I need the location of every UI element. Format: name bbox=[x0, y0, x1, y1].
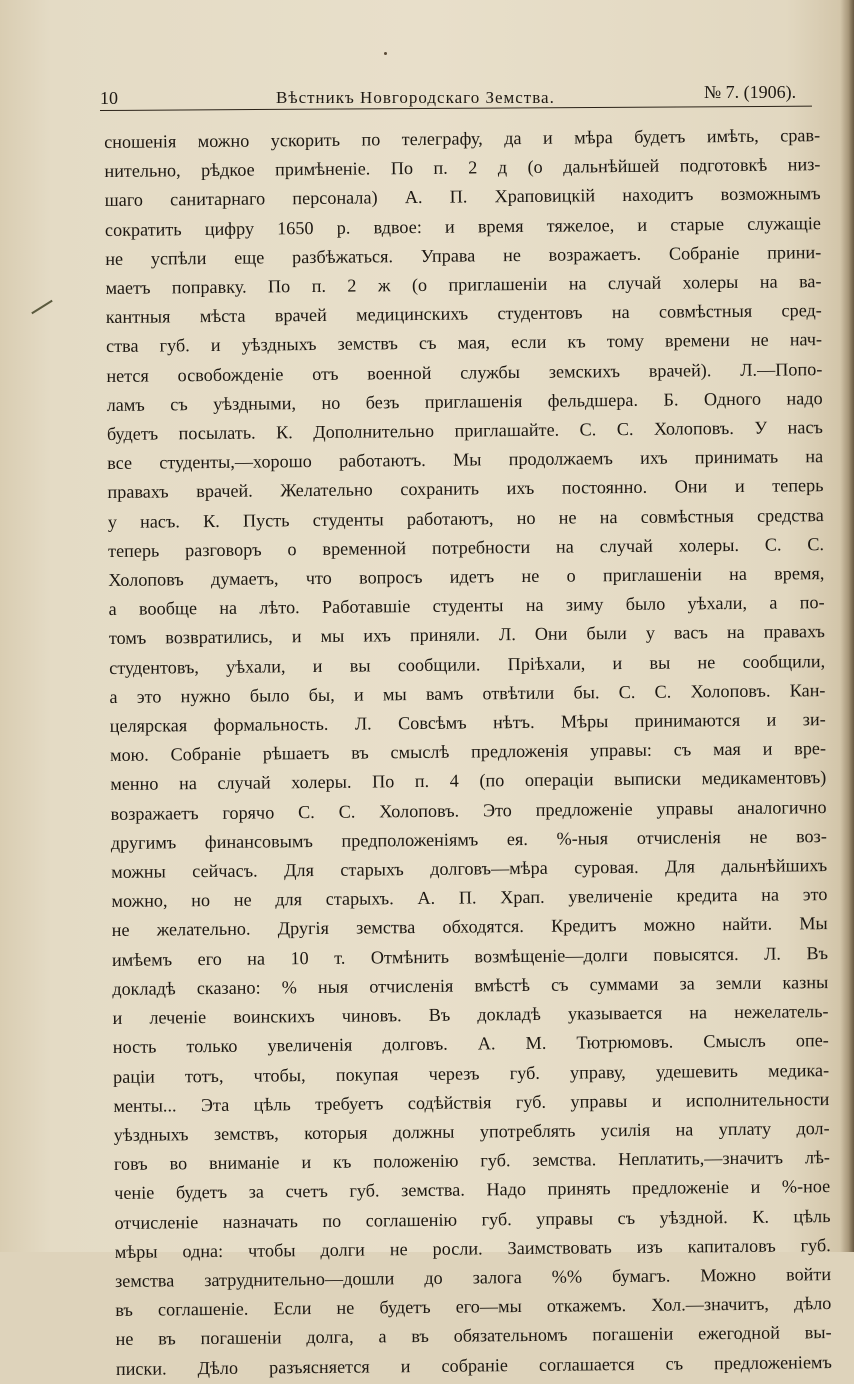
margin-pencil-mark bbox=[31, 300, 52, 314]
body-text bbox=[104, 121, 832, 1384]
text-line: нительно, рѣдкое примѣненіе. По п. 2 д (о дальнѣйшей подготовкѣ низ- bbox=[104, 154, 821, 182]
text-line: отчисленіе назначать по соглашенію губ. управы съ уѣздной. К. цѣль bbox=[114, 1205, 831, 1233]
page-number: 10 bbox=[100, 88, 118, 108]
text-line: писки. Дѣло разъясняется и собраніе соглашается съ предложеніемъ bbox=[115, 1351, 832, 1379]
text-line: можно, но не для старыхъ. А. П. Храп. увеличеніе кредита на это bbox=[111, 884, 828, 912]
issue-number: № 7. (1906). bbox=[704, 82, 797, 102]
text-line: не въ погашеніи долга, а въ обязательномъ погашеніи ежегодной вы- bbox=[115, 1322, 832, 1350]
text-line: студентовъ, уѣхали, и вы сообщили. Пріѣхали, и вы не сообщили, bbox=[109, 650, 826, 678]
text-line: возражаетъ горячо С. С. Холоповъ. Это предложеніе управы аналогично bbox=[110, 796, 827, 824]
text-line: другимъ финансовымъ предположеніямъ ея. %-ныя отчисленія не воз- bbox=[110, 825, 827, 853]
page-edge-shadow bbox=[840, 0, 854, 1252]
text-line: у насъ. К. Пусть студенты работаютъ, но не на совмѣстныя средства bbox=[107, 504, 824, 532]
text-line: будетъ посылать. К. Дополнительно приглашайте. С. С. Холоповъ. У насъ bbox=[106, 417, 824, 445]
text-line: целярская формальность. Л. Совсѣмъ нѣтъ. Мѣры принимаются и зи- bbox=[109, 709, 826, 737]
text-line: говъ во вниманіе и къ положенію губ. земства. Неплатить,—значитъ лѣ- bbox=[113, 1147, 831, 1175]
text-line: раціи тотъ, чтобы, покупая черезъ губ. управу, удешевить медика- bbox=[113, 1059, 830, 1087]
paper-speck bbox=[384, 52, 387, 55]
text-line: не желательно. Другія земства обходятся. Кредитъ можно найти. Мы bbox=[111, 913, 828, 941]
text-line: шаго санитарнаго персонала) А. П. Храповицкій находитъ возможнымъ bbox=[104, 183, 821, 211]
text-line: ламъ съ уѣздными, но безъ приглашенія фельдшера. Б. Одного надо bbox=[106, 387, 823, 415]
text-line: мѣры одна: чтобы долги не росли. Заимствовать изъ капиталовъ губ. bbox=[114, 1234, 831, 1262]
text-line: все студенты,—хорошо работаютъ. Мы продолжаемъ ихъ принимать на bbox=[107, 446, 824, 474]
text-line: менно на случай холеры. По п. 4 (по операціи выписки медикаментовъ) bbox=[110, 767, 827, 795]
text-line: можны сейчасъ. Для старыхъ долговъ—мѣра суровая. Для дальнѣйшихъ bbox=[111, 855, 828, 883]
text-line: докладѣ сказано: % ныя отчисленія вмѣстѣ съ суммами за земли казны bbox=[112, 971, 829, 999]
text-line: земства затруднительно—дошли до залога %% бумагъ. Можно войти bbox=[114, 1263, 832, 1291]
text-line: маетъ поправку. По п. 2 ж (о приглашеніи на случай холеры на ва- bbox=[105, 271, 822, 299]
text-line: теперь разговоръ о временной потребности на случай холеры. С. С. bbox=[107, 533, 825, 561]
text-line: ства губ. и уѣздныхъ земствъ съ мая, если къ тому времени не нач- bbox=[106, 329, 823, 357]
text-line: правахъ врачей. Желательно сохранить ихъ постоянно. Они и теперь bbox=[107, 475, 824, 503]
text-line: а вообще на лѣто. Работавшіе студенты на зиму было уѣхали, а по- bbox=[108, 592, 825, 620]
text-line: кантныя мѣста врачей медицинскихъ студентовъ на совмѣстныя сред- bbox=[105, 300, 822, 328]
text-line: ченіе будетъ за счетъ губ. земства. Надо принять предложеніе и %-ное bbox=[114, 1176, 831, 1204]
text-line: мою. Собраніе рѣшаетъ въ смыслѣ предложенія управы: съ мая и вре- bbox=[109, 738, 827, 766]
text-line: менты... Эта цѣль требуетъ содѣйствія губ. управы и исполнительности bbox=[113, 1088, 830, 1116]
text-line: нется освобожденіе отъ военной службы земскихъ врачей). Л.—Попо- bbox=[106, 358, 823, 386]
text-line: уѣздныхъ земствъ, которыя должны употреблять усилія на уплату дол- bbox=[113, 1117, 830, 1145]
text-line: въ соглашеніе. Если не будетъ его—мы откажемъ. Хол.—значитъ, дѣло bbox=[115, 1293, 832, 1321]
text-line: сношенія можно ускорить по телеграфу, да и мѣра будетъ имѣть, срав- bbox=[104, 125, 821, 152]
journal-title: Вѣстникъ Новгородскаго Земства. bbox=[276, 88, 555, 107]
text-line: имѣемъ его на 10 т. Отмѣнить возмѣщеніе—долги повысятся. Л. Въ bbox=[111, 942, 829, 970]
text-line: не успѣли еще разбѣжаться. Управа не возражаетъ. Собраніе прини- bbox=[105, 241, 822, 269]
text-line: и леченіе воинскихъ чиновъ. Въ докладѣ указывается на нежелатель- bbox=[112, 1001, 829, 1029]
text-line: ность только увеличенія долговъ. А. М. Тютрюмовъ. Смыслъ опе- bbox=[112, 1030, 829, 1058]
text-line: а это нужно было бы, и мы вамъ отвѣтили бы. С. С. Холоповъ. Кан- bbox=[109, 679, 826, 707]
text-line: Холоповъ думаетъ, что вопросъ идетъ не о приглашеніи на время, bbox=[108, 563, 825, 591]
text-line: сократить цифру 1650 р. вдвое: и время тяжелое, и старые служащіе bbox=[104, 212, 822, 240]
text-line: томъ возвратились, и мы ихъ приняли. Л. Они были у васъ на правахъ bbox=[108, 621, 825, 649]
